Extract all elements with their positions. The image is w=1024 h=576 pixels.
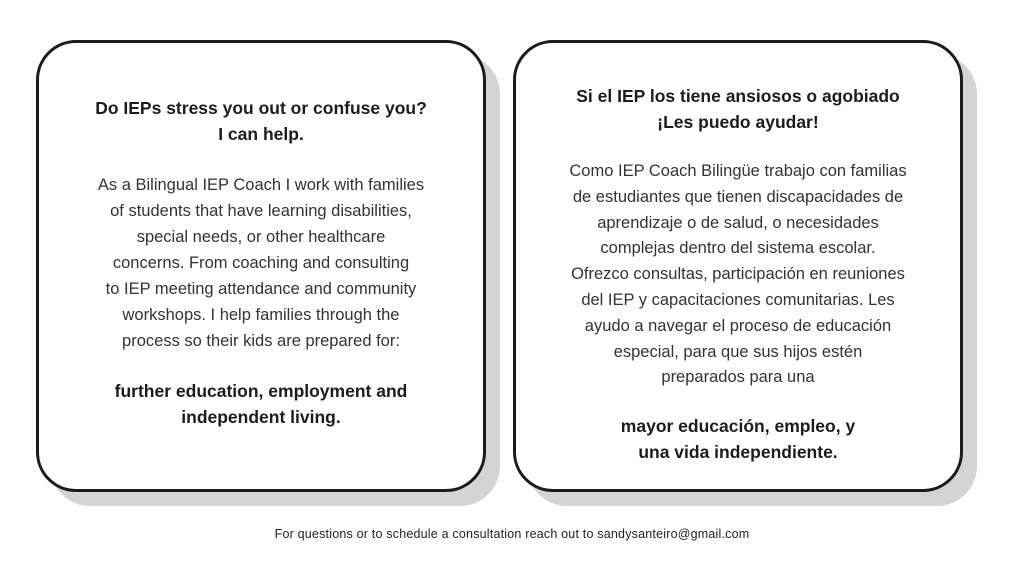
spanish-body-line: Ofrezco consultas, participación en reuniones [571,265,905,284]
spanish-card-wrapper [513,40,963,492]
english-heading-line: I can help. [218,124,304,144]
english-body-line: workshops. I help families through the [122,306,400,324]
spanish-heading-line: Si el IEP los tiene ansiosos o agobiado [576,86,900,106]
spanish-card [513,40,963,492]
spanish-body-line: especial, para que sus hijos estén [613,342,863,361]
spanish-body-line: aprendizaje o de salud, o necesidades [597,213,879,232]
english-body-line: special needs, or other healthcare [136,228,386,246]
spanish-body-line: de estudiantes que tienen discapacidades de [572,187,904,206]
english-heading-line: Do IEPs stress you out or confuse you? [95,98,427,118]
english-body [59,172,463,354]
english-body-line: to IEP meeting attendance and community [105,280,417,298]
spanish-body-line: complejas dentro del sistema escolar. [600,239,876,258]
spanish-body-line: Como IEP Coach Bilingüe trabajo con familias [569,162,907,180]
contact-footer: For questions or to schedule a consultation reach out to sandysanteiro@gmail.com [274,527,750,541]
english-body-line: of students that have learning disabilities, [110,202,412,220]
spanish-body-line: preparados para una [661,368,815,387]
english-closing-line: further education, employment and [114,381,408,401]
english-card [36,40,486,492]
spanish-heading [536,83,940,135]
english-body-line: process so their kids are prepared for: [122,332,400,350]
spanish-closing [536,413,940,465]
english-heading [59,95,463,147]
spanish-closing-line: mayor educación, empleo, y [620,416,856,437]
english-body-line: As a Bilingual IEP Coach I work with families [97,176,425,194]
english-closing-line: independent living. [181,407,341,427]
spanish-body [536,159,940,391]
spanish-closing-line: una vida independiente. [638,442,838,463]
english-card-wrapper [36,40,486,492]
spanish-body-line: ayudo a navegar el proceso de educación [584,316,892,335]
english-closing [59,378,463,430]
spanish-body-line: del IEP y capacitaciones comunitarias. Les [581,290,895,309]
spanish-heading-line: ¡Les puedo ayudar! [657,112,819,132]
english-body-line: concerns. From coaching and consulting [112,254,410,272]
